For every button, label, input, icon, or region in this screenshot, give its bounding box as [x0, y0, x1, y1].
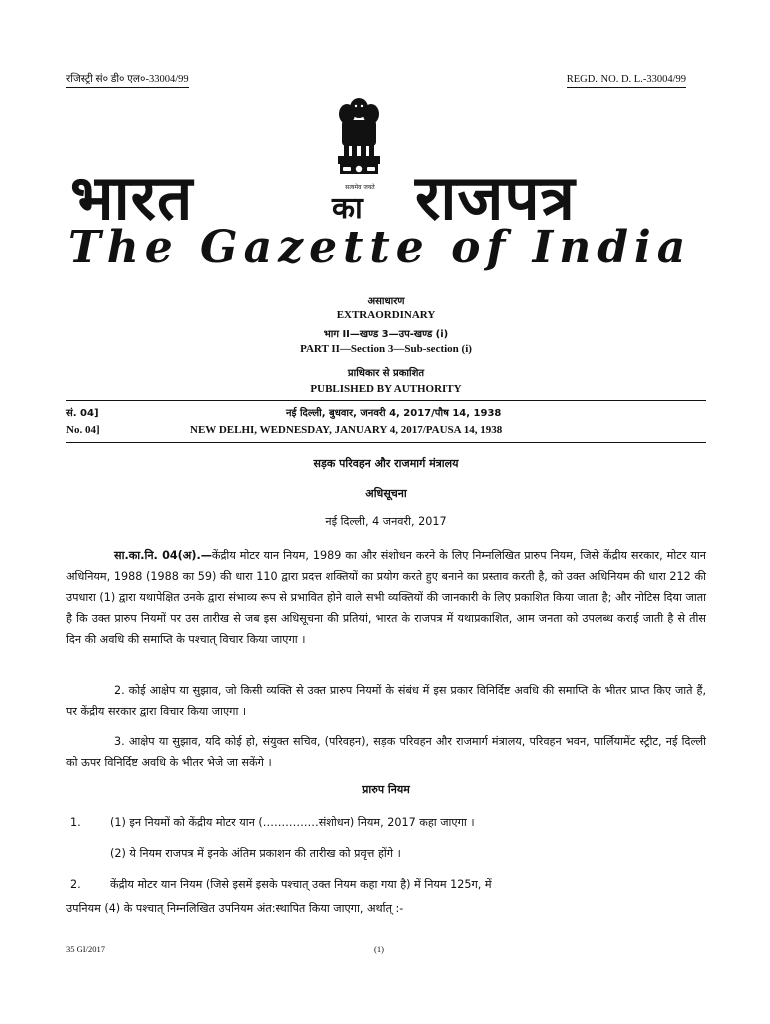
draft-rules-heading: प्रारुप नियम: [362, 783, 410, 796]
masthead-hindi: [70, 152, 690, 234]
registration-number-hindi: रजिस्ट्री सं० डी० एल०-33004/99: [66, 74, 189, 88]
issue-date-hindi: नई दिल्ली, बुधवार, जनवरी 4, 2017/पौष 14, 1938: [286, 408, 502, 419]
issue-number-english: No. 04]: [66, 424, 100, 436]
rule-2-number: 2.: [70, 878, 81, 891]
notification-number: सा.का.नि. 04(अ).—: [114, 549, 212, 562]
masthead-hindi-ka: का: [332, 191, 363, 226]
notification-title: अधिसूचना: [365, 487, 407, 500]
issue-number-hindi: सं. 04]: [66, 408, 99, 419]
footer-code: 35 GI/2017: [66, 944, 105, 954]
asadharan-label: असाधारण: [367, 296, 405, 307]
part-label-hindi: भाग II—खण्ड 3—उप-खण्ड (i): [323, 329, 449, 340]
ministry-title: सड़क परिवहन और राजमार्ग मंत्रालय: [313, 457, 459, 470]
rule-2-text: केंद्रीय मोटर यान नियम (जिसे इसमें इसके पश्चात् उक्त नियम कहा गया है) में नियम 125ग, में: [110, 878, 492, 891]
rule-1-text: (1) इन नियमों को केंद्रीय मोटर यान (……………संशोधन) नियम, 2017 कहा जाएगा ।: [110, 816, 475, 829]
part-label-english: PART II—Section 3—Sub-section (i): [300, 343, 472, 355]
header-rule-bottom: [66, 442, 706, 443]
paragraph-1: [66, 545, 706, 650]
place-date-line: नई दिल्ली, 4 जनवरी, 2017: [325, 515, 447, 528]
emblem-motto: सत्यमेव जयते: [345, 184, 375, 191]
masthead-english: The Gazette of India: [68, 222, 692, 273]
extraordinary-label: EXTRAORDINARY: [336, 309, 436, 321]
authority-label-hindi: प्राधिकार से प्रकाशित: [347, 368, 425, 379]
rule-1-2-text: (2) ये नियम राजपत्र में इनके अंतिम प्रकाशन की तारीख को प्रवृत्त होंगे ।: [110, 847, 401, 860]
registration-number-english: REGD. NO. D. L.-33004/99: [567, 74, 686, 88]
paragraph-1-text: केंद्रीय मोटर यान नियम, 1989 का और संशोधन करने के लिए निम्नलिखित प्रारुप नियम, जिसे केंद्रीय सरकार, मोटर यान अधिनियम, 1988 (1988 का 59) की धारा 110 द्वारा प्रदत्त शक्तियों का प्रयोग करते हुए बनाने का प्रस्ताव करती है, को उक्त अधिनियम की धारा 212 की उपधारा (1) द्वारा यथापेक्षित उनके द्वारा संभाव्य रूप से प्रभावित होने वाले सभी व्यक्तियों की जानकारी के लिए प्रकाशित किया जाता है; और नोटिस दिया जाता है कि उक्त प्रारुप नियमों पर उस तारीख से जब इस अधिसूचना की प्रतियां, भारत के राजपत्र में यथाप्रकाशित, आम जनता को उपलब्ध कराई जाती है से तीस दिन की अवधि की समाप्ति के पश्चात् विचार किया जाएगा ।: [66, 549, 706, 646]
issue-date-english: NEW DELHI, WEDNESDAY, JANUARY 4, 2017/PAUSA 14, 1938: [190, 424, 503, 436]
authority-label-english: PUBLISHED BY AUTHORITY: [310, 383, 462, 395]
paragraph-2: 2. कोई आक्षेप या सुझाव, जो किसी व्यक्ति से उक्त प्रारुप नियमों के संबंध में इस प्रकार विनिर्दिष्ट अवधि की समाप्ति के भीतर प्राप्त किए जाते हैं, पर केंद्रीय सरकार द्वारा विचार किया जाएगा ।: [66, 684, 706, 718]
rule-2-continuation-text: उपनियम (4) के पश्चात् निम्नलिखित उपनियम अंत:स्थापित किया जाएगा, अर्थात् :-: [66, 902, 404, 915]
footer-page-number: (1): [374, 944, 384, 954]
masthead-hindi-rajpatra: राजपत्र: [415, 161, 576, 234]
masthead-hindi-bharat: भारत: [70, 161, 194, 234]
rule-1-number: 1.: [70, 816, 81, 829]
header-rule-top: [66, 400, 706, 401]
paragraph-3: 3. आक्षेप या सुझाव, यदि कोई हो, संयुक्त सचिव, (परिवहन), सड़क परिवहन और राजमार्ग मंत्रालय, परिवहन भवन, पार्लियामेंट स्ट्रीट, नई दिल्ली को ऊपर विनिर्दिष्ट अवधि के भीतर भेजे जा सकेंगे ।: [66, 735, 706, 769]
